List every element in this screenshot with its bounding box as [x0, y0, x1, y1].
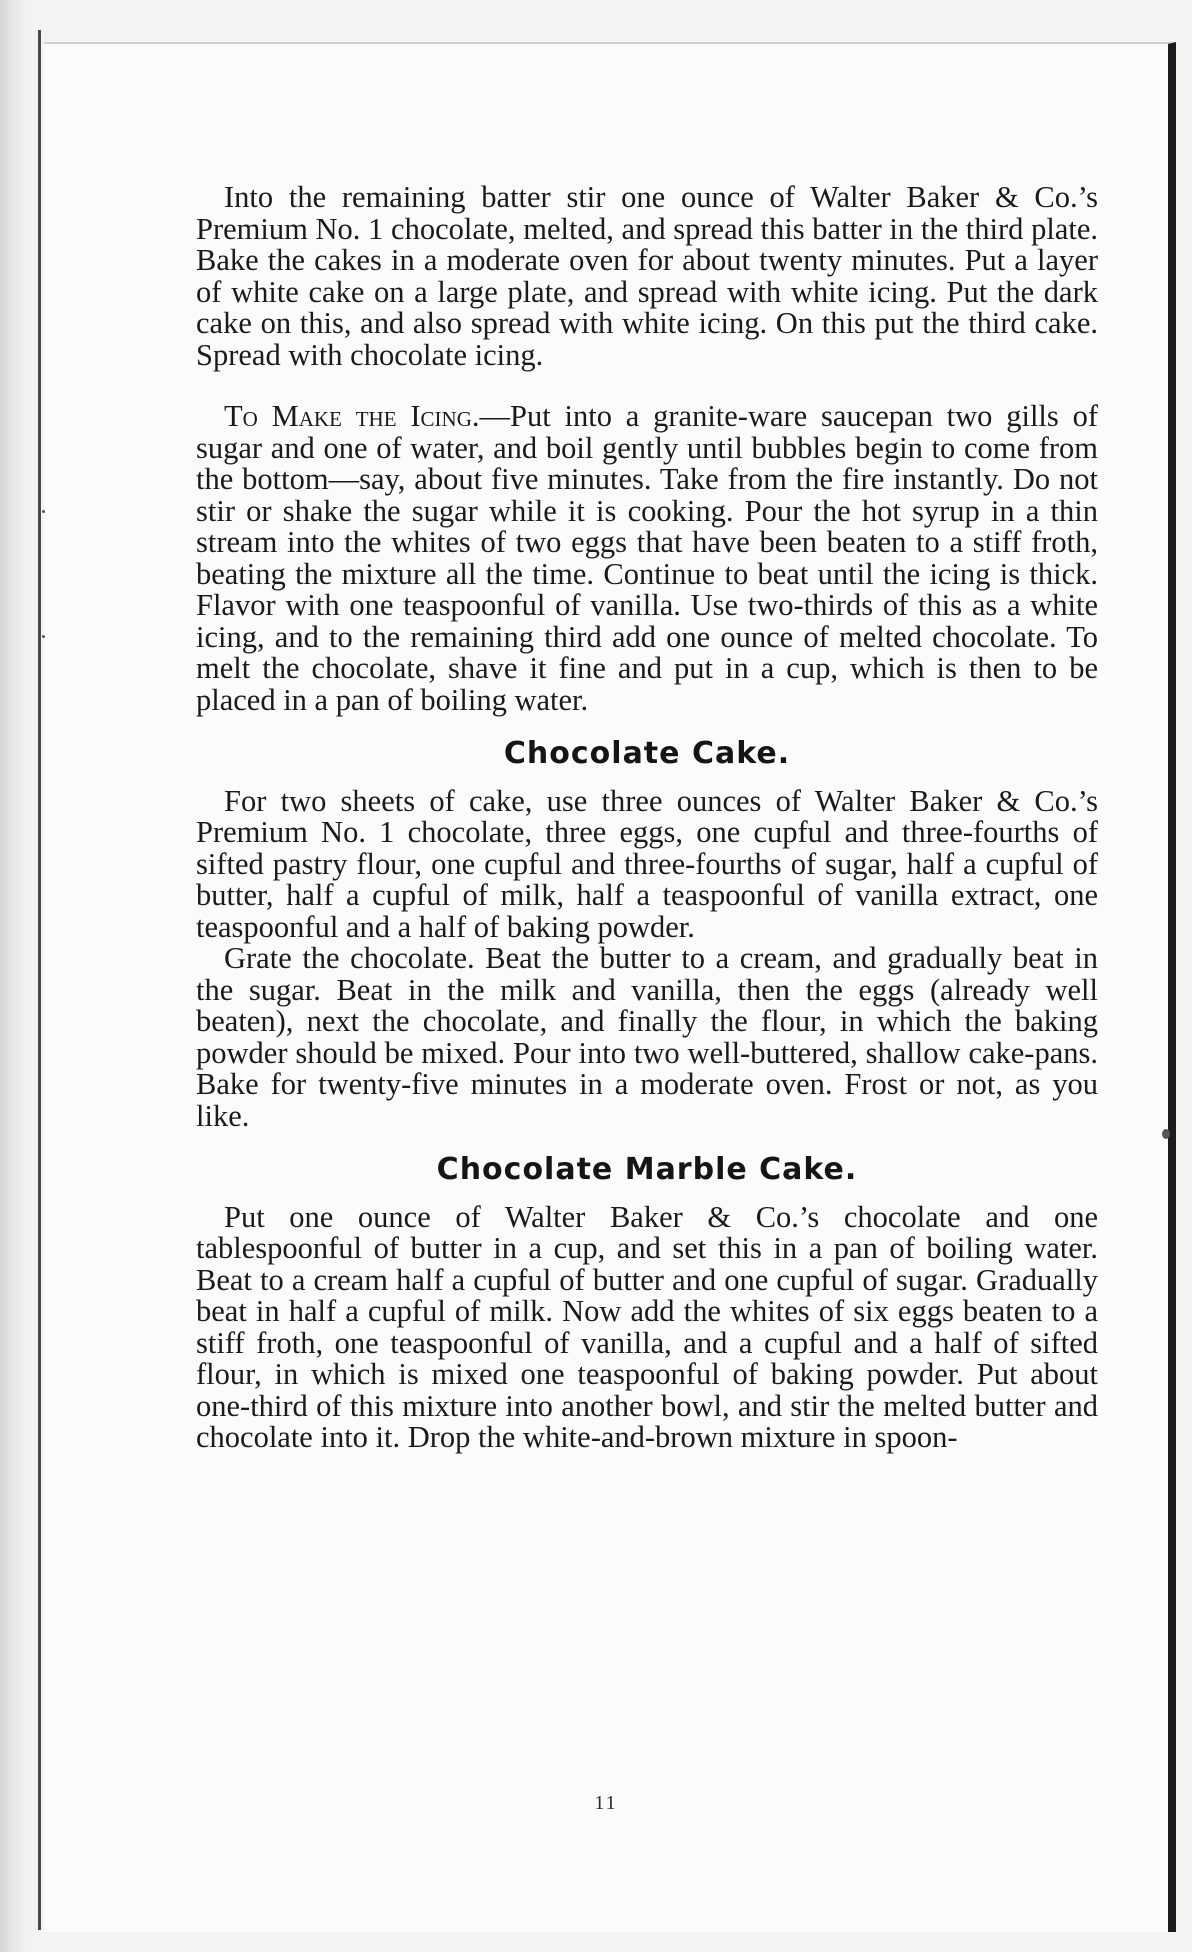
- facing-page-edge: [0, 0, 40, 1952]
- scan-speck: [1162, 1129, 1170, 1139]
- paragraph-batter: Into the remaining batter stir one ounce of Walter Baker & Co.’s Premium No. 1 chocolate, melted, and spread this batter in the third plate. Bake the cakes in a moderate oven for about twenty minutes. Put a layer of white cake on a large plate, and spread with white icing. Put the dark cake on this, and also spread with white icing. On this put the third cake. Spread with chocolate icing.: [196, 180, 1098, 372]
- heading-chocolate-cake: Chocolate Cake.: [503, 736, 791, 771]
- paragraph-cake-method: Grate the chocolate. Beat the butter to a cream, and gradually beat in the sugar. Beat in the milk and vanilla, then the eggs (already well beaten), next the chocolate, and finally the flour, in which the baking powder should be mixed. Pour into two well-buttered, shallow cake-pans. Bake for twenty-five minutes in a moderate oven. Frost or not, as you like.: [196, 941, 1098, 1133]
- paragraph-cake-ingredients: For two sheets of cake, use three ounces of Walter Baker & Co.’s Premium No. 1 chocolate, three eggs, one cupful and three-fourths of sifted pastry flour, one cupful and three-fourths of sugar, half a cupful of butter, half a cupful of milk, half a teaspoonful of vanilla extract, one teaspoonful and a half of baking powder.: [196, 783, 1098, 944]
- margin-speck: [42, 510, 45, 513]
- icing-text: —Put into a granite-ware saucepan two gills of sugar and one of water, and boil gently until bubbles begin to come from the bottom—say, about five minutes. Take from the fire instantly. Do not stir or shake the sugar while it is cooking. Pour the hot syrup in a thin stream into the whites of two eggs that have been beaten to a stiff froth, beating the mixture all the time. Continue to beat until the icing is thick. Flavor with one teaspoonful of vanilla. Use two-thirds of this as a white icing, and to the remaining third add one ounce of melted chocolate. To melt the chocolate, shave it fine and put in a cup, which is then to be placed in a pan of boiling water.: [196, 399, 1098, 717]
- paragraph-icing: [196, 401, 1098, 716]
- page-text: [196, 182, 1098, 1454]
- book-page: [44, 42, 1176, 1932]
- heading-marble-cake: Chocolate Marble Cake.: [436, 1152, 858, 1187]
- icing-lead: To Make the Icing.: [224, 399, 480, 433]
- paragraph-marble-cake: Put one ounce of Walter Baker & Co.’s chocolate and one tablespoonful of butter in a cup, and set this in a pan of boiling water. Beat to a cream half a cupful of butter and one cupful of sugar. Gradually beat in half a cupful of milk. Now add the whites of six eggs beaten to a stiff froth, one teaspoonful of vanilla, and a cupful and a half of sifted flour, in which is mixed one teaspoonful of baking powder. Put about one-third of this mixture into another bowl, and stir the melted butter and chocolate into it. Drop the white-and-brown mixture in spoon-: [196, 1199, 1098, 1454]
- page-number: 11: [594, 1792, 618, 1814]
- binding-shadow: [38, 30, 41, 1930]
- margin-speck: [42, 635, 45, 638]
